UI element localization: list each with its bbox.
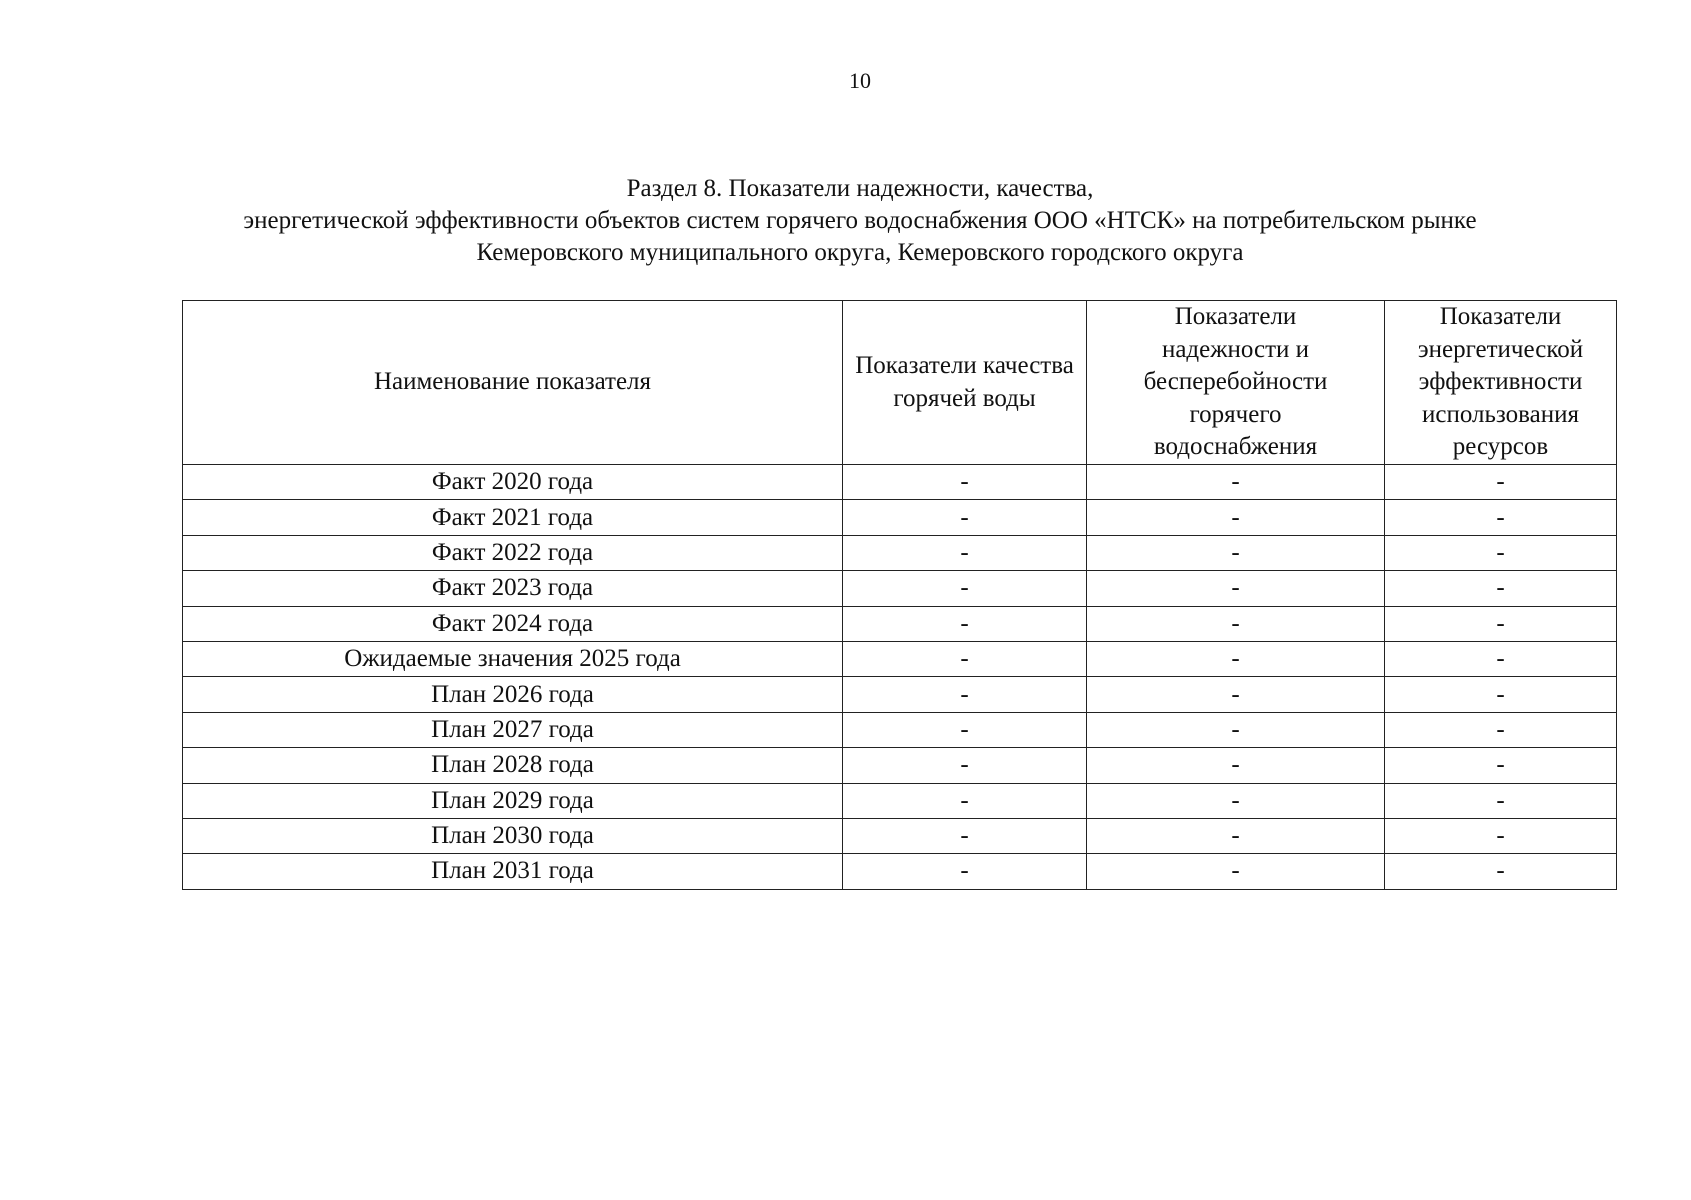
value-cell: -	[1385, 677, 1617, 712]
value-cell: -	[843, 571, 1087, 606]
value-cell: -	[1087, 465, 1385, 500]
table-row	[183, 783, 1617, 818]
table-header-row	[183, 301, 1617, 465]
value-cell: -	[1087, 818, 1385, 853]
value-cell: -	[1385, 571, 1617, 606]
value-cell: -	[1087, 606, 1385, 641]
value-cell: -	[1087, 712, 1385, 747]
value-cell: -	[1087, 571, 1385, 606]
row-label-cell: План 2026 года	[183, 677, 843, 712]
value-cell: -	[1385, 606, 1617, 641]
value-cell: -	[843, 677, 1087, 712]
value-cell: -	[1087, 535, 1385, 570]
value-cell: -	[843, 535, 1087, 570]
value-cell: -	[843, 783, 1087, 818]
value-cell: -	[1385, 465, 1617, 500]
value-cell: -	[1385, 712, 1617, 747]
table-row	[183, 465, 1617, 500]
value-cell: -	[1087, 783, 1385, 818]
page-number: 10	[849, 68, 871, 93]
table-row	[183, 818, 1617, 853]
row-label-cell: Факт 2024 года	[183, 606, 843, 641]
value-cell: -	[1385, 500, 1617, 535]
row-label-cell: Ожидаемые значения 2025 года	[183, 641, 843, 676]
value-cell: -	[843, 854, 1087, 889]
row-label-cell: Факт 2021 года	[183, 500, 843, 535]
header-energy-efficiency: Показатели энергетической эффективности использования ресурсов	[1385, 301, 1617, 465]
value-cell: -	[1385, 854, 1617, 889]
table-row	[183, 677, 1617, 712]
indicators-table	[182, 300, 1617, 890]
header-hot-water-quality: Показатели качества горячей воды	[843, 301, 1087, 465]
value-cell: -	[1087, 641, 1385, 676]
section-title-line-2: энергетической эффективности объектов систем горячего водоснабжения ООО «НТСК» на потребительском рынке	[243, 207, 1477, 234]
header-reliability: Показатели надежности и бесперебойности горячего водоснабжения	[1087, 301, 1385, 465]
row-label-cell: План 2028 года	[183, 748, 843, 783]
row-label-cell: Факт 2020 года	[183, 465, 843, 500]
table-row	[183, 748, 1617, 783]
row-label-cell: План 2030 года	[183, 818, 843, 853]
value-cell: -	[1385, 535, 1617, 570]
value-cell: -	[1385, 783, 1617, 818]
value-cell: -	[1385, 748, 1617, 783]
value-cell: -	[843, 500, 1087, 535]
value-cell: -	[843, 712, 1087, 747]
row-label-cell: Факт 2022 года	[183, 535, 843, 570]
row-label-cell: План 2029 года	[183, 783, 843, 818]
table-row	[183, 535, 1617, 570]
table-row	[183, 641, 1617, 676]
row-label-cell: План 2027 года	[183, 712, 843, 747]
section-title-line-1: Раздел 8. Показатели надежности, качества,	[626, 175, 1094, 202]
value-cell: -	[843, 465, 1087, 500]
table-row	[183, 571, 1617, 606]
value-cell: -	[843, 748, 1087, 783]
section-title-line-3: Кемеровского муниципального округа, Кемеровского городского округа	[476, 239, 1244, 266]
table-row	[183, 606, 1617, 641]
header-indicator-name: Наименование показателя	[183, 301, 843, 465]
section-title	[0, 173, 1691, 269]
value-cell: -	[1087, 748, 1385, 783]
value-cell: -	[843, 641, 1087, 676]
value-cell: -	[1087, 854, 1385, 889]
value-cell: -	[1385, 641, 1617, 676]
value-cell: -	[843, 606, 1087, 641]
value-cell: -	[1385, 818, 1617, 853]
row-label-cell: План 2031 года	[183, 854, 843, 889]
value-cell: -	[843, 818, 1087, 853]
table-row	[183, 712, 1617, 747]
table-row	[183, 500, 1617, 535]
table-row	[183, 854, 1617, 889]
row-label-cell: Факт 2023 года	[183, 571, 843, 606]
value-cell: -	[1087, 677, 1385, 712]
value-cell: -	[1087, 500, 1385, 535]
